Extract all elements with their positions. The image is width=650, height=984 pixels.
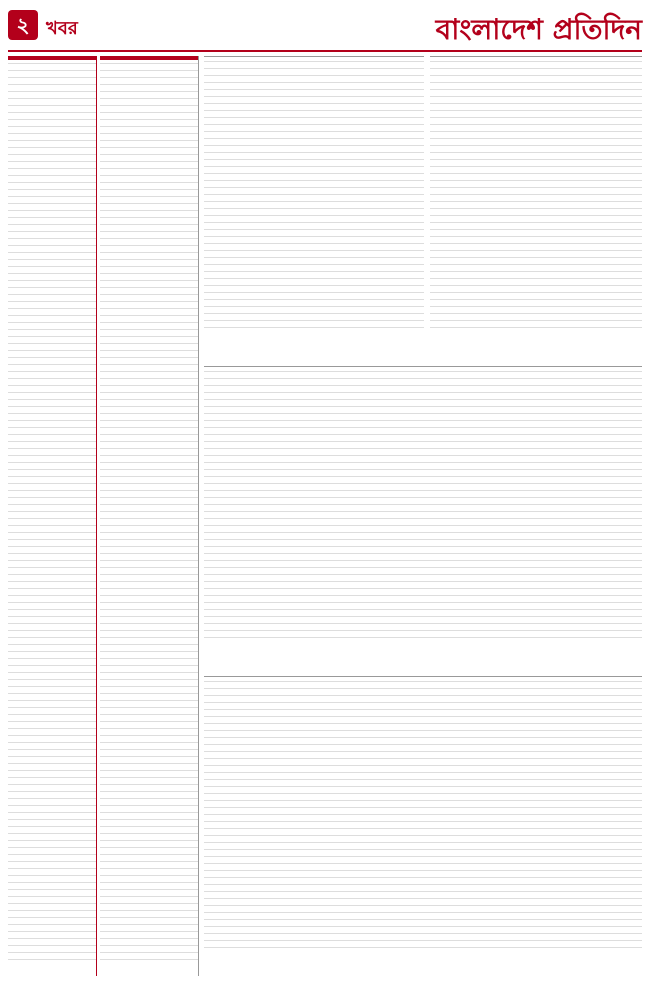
page-number: ২ [8, 10, 38, 40]
text-lines-placeholder [100, 63, 198, 963]
masthead: বাংলাদেশ প্রতিদিন [435, 13, 642, 46]
text-lines-placeholder [430, 61, 642, 331]
page-columns [8, 56, 642, 976]
classifieds-title-2 [100, 56, 198, 60]
section-name: খবর [46, 18, 78, 39]
lower-story [204, 676, 642, 977]
classifieds-column-2 [100, 56, 199, 976]
text-lines-placeholder [204, 61, 424, 331]
text-lines-placeholder [8, 63, 96, 963]
text-lines-placeholder [204, 681, 642, 951]
page-header [8, 6, 642, 52]
lead-story [204, 56, 424, 357]
middle-story [204, 366, 642, 667]
text-lines-placeholder [204, 371, 642, 641]
right-story [430, 56, 642, 357]
news-area [204, 56, 642, 976]
classifieds-title-1 [8, 56, 96, 60]
classifieds-column-1 [8, 56, 97, 976]
